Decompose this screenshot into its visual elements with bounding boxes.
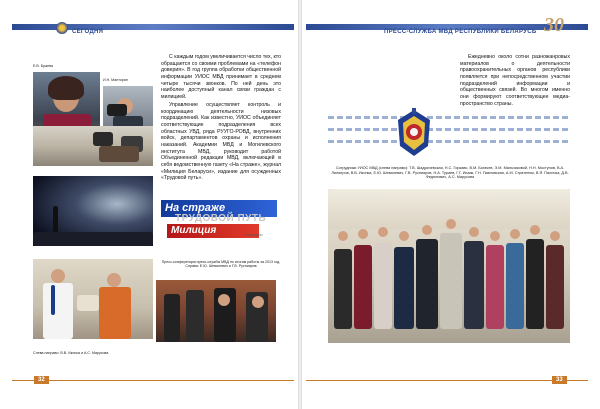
right-paragraph-1: Ежедневно около сотни разножанровых материалов о деятельности правоохранительных органов республики появляется при непосредственном участии подразделений информации и общественных связей. Во многом именно они формируют соответствующее медиа-пространство страны.: [460, 54, 570, 107]
caption-photo-2: И.Н. Манторин: [103, 78, 128, 82]
photo-call-center: [33, 126, 153, 166]
mvd-emblem-icon: [394, 108, 434, 158]
decor-stripes-2: [328, 128, 568, 131]
left-header-bar: [12, 24, 294, 30]
logo-trudovoy-put: ТРУДОВОЙ ПУТЬ: [175, 213, 267, 224]
decor-stripes-1: [328, 116, 568, 119]
logo-na-strazhe: На страже: [161, 200, 277, 217]
logo-belarusi: Беларуси: [245, 232, 263, 237]
emblem-icon: [56, 22, 68, 34]
left-paragraph-1: С каждым годом увеличивается число тех, кто обращается со своими проблемами на «телефон доверия». В год группа обработки общественной информации УИОС МВД принимает в среднем четыре тысячи звонков. По ней день это наиболее доступный канал связи граждан с милицией.: [161, 54, 281, 100]
photo-award-handover: [33, 259, 153, 339]
left-header-title: СЕГОДНЯ: [72, 29, 104, 35]
publications-logo: [161, 200, 281, 244]
left-body-text: [161, 54, 281, 183]
logo-militsiya: Милиция: [167, 224, 259, 238]
photo-press-conference: [156, 280, 276, 342]
right-body-text: [460, 54, 570, 109]
right-page-number: 33: [552, 376, 567, 384]
caption-photo-1: Е.В. Браева: [33, 64, 54, 68]
right-bottom-rule: [306, 380, 588, 381]
right-header-title: ПРЕСС-СЛУЖБА МВД РЕСПУБЛИКИ БЕЛАРУСЬ: [384, 29, 537, 35]
left-bottom-rule: [12, 380, 294, 381]
left-paragraph-2: Управление осуществляет контроль и координацию деятельности низовых подразделений. Как известно, УИОС объединяет соответствующие подразделения всех областных УВД, ряда РУУГО-РОВД, внутренних войск, департаментов охраны и исполнения наказаний. Академии МВД и Могилевского института МВД, руководит работой Объединенной редакции МВД, включающей в себя ведомственную газету «На страже», журнал «Милиция Беларуси», издание для осужденных «Трудовой путь».: [161, 102, 281, 182]
issue-number: 30: [544, 14, 564, 36]
left-page: [0, 0, 298, 409]
group-photo-caption: Сотрудники УИОС МВД (слева направо): Т.В. Шадричевская, Н.С. Горкаво, В.М. Богачев, Э.М. Мальчиковой, Н.Н. Мостунов, В.А. Лиляеров, В.В. Иконка, Е.Ю. Шевалевич, Г.В. Руснияров, Н.А. Тураев, Г.Г. Исаак, Г.Н. Павловская, А.М. Стратенюк, В.Я. Паличка, Д.В. Федюнович, А.С. Марусова: [331, 166, 569, 180]
decor-stripes-3: [328, 140, 568, 143]
caption-photo-4: Пресс-конференция пресс-службы МВД по итогам работы за 2013 год. Справа: Е.Ю. Шевалевич и Г.В. Руснияров: [161, 260, 281, 269]
left-page-number: 32: [34, 376, 49, 384]
photo-group-staff: [328, 189, 570, 343]
photo-night-scene: [33, 176, 153, 246]
caption-photo-5: Слева направо: В.В. Иконка и А.С. Марусова: [33, 351, 109, 355]
